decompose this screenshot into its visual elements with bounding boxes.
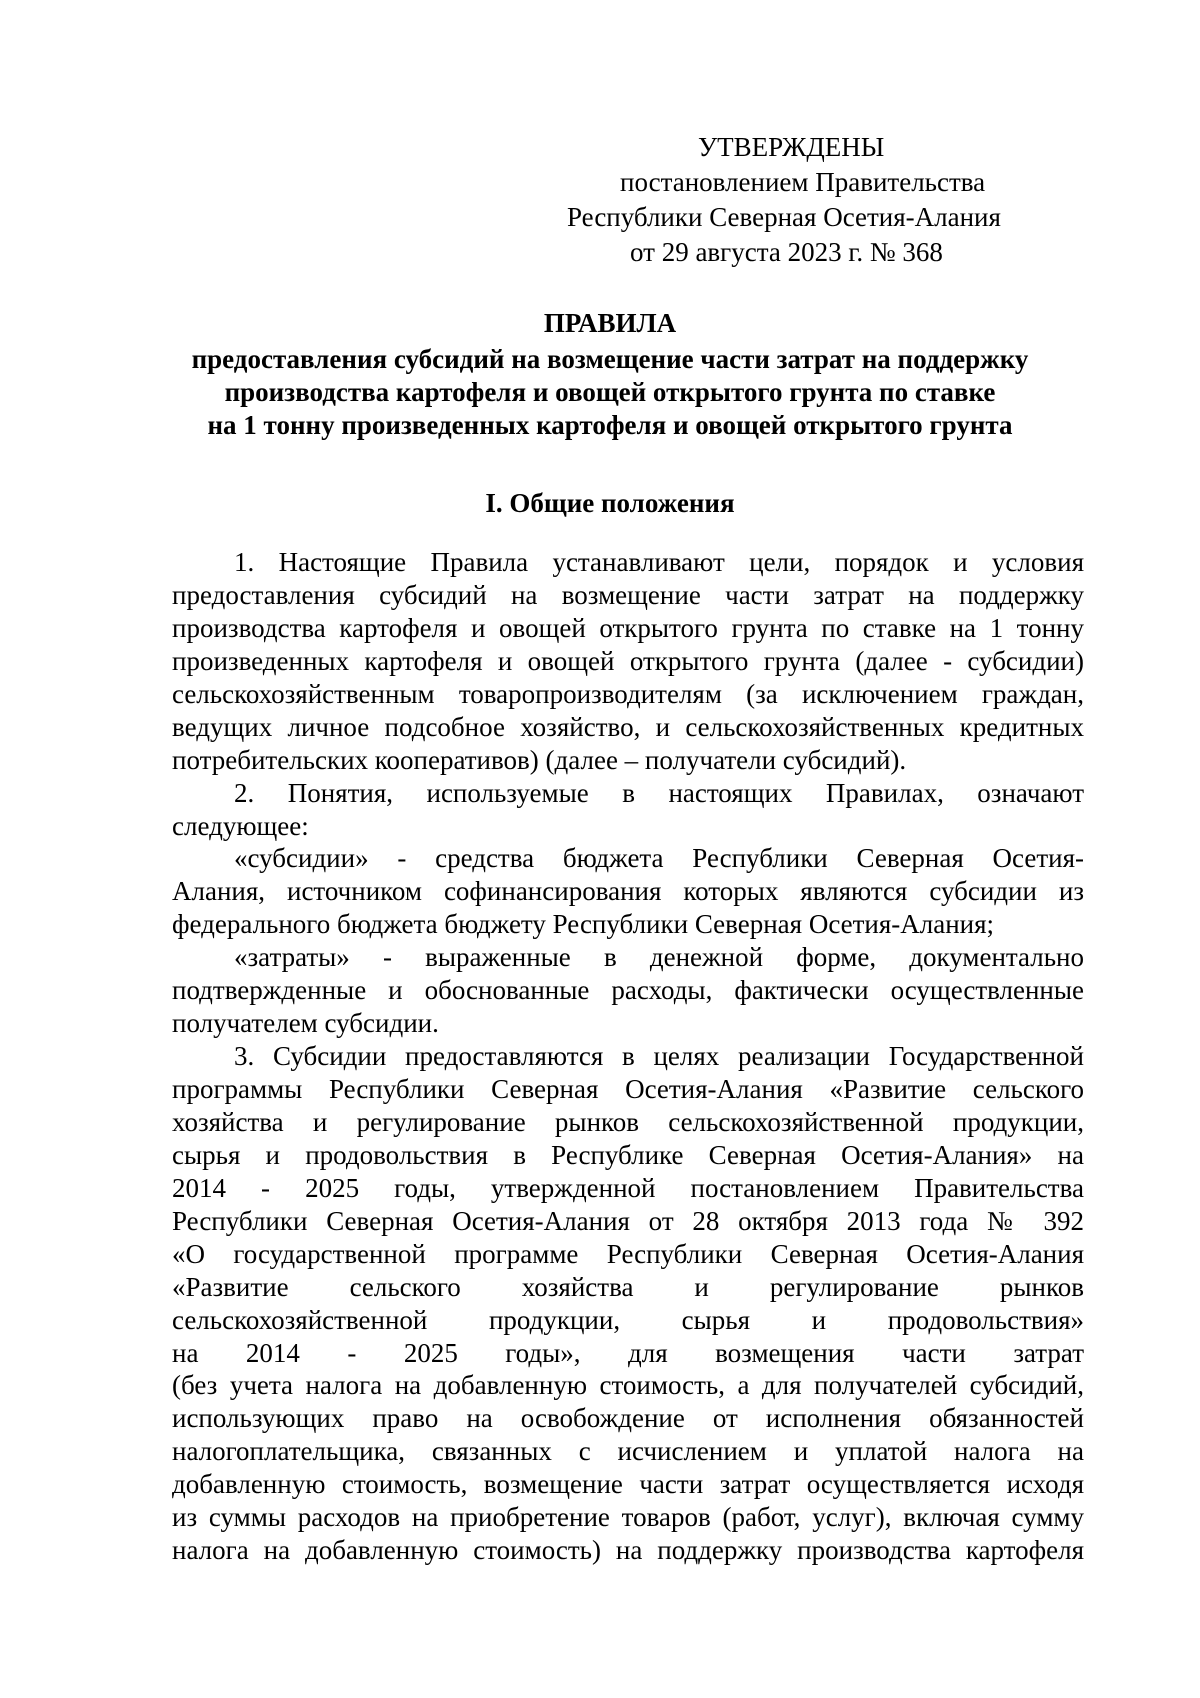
body-line: использующих право на освобождение от исполнения обязанностей — [172, 1403, 1084, 1434]
body-line: добавленную стоимость, возмещение части затрат осуществляется исходя — [172, 1469, 1084, 1500]
approval-stamp — [0, 128, 1200, 288]
body-line: подтвержденные и обоснованные расходы, фактически осуществленные — [172, 975, 1084, 1006]
approval-heading: УТВЕРЖДЕНЫ — [698, 132, 885, 162]
body-line: «затраты» - выраженные в денежной форме, документально — [234, 942, 1084, 973]
body-line: программы Республики Северная Осетия-Алания «Развитие сельского — [172, 1074, 1084, 1104]
body-line: налога на добавленную стоимость) на поддержку производства картофеля — [172, 1535, 1084, 1566]
body-line: производства картофеля и овощей открытого грунта по ставке на 1 тонну — [172, 612, 1084, 643]
body-line: произведенных картофеля и овощей открытого грунта (далее - субсидии) — [172, 645, 1084, 676]
document-title: ПРАВИЛА — [543, 308, 677, 338]
body-line: (без учета налога на добавленную стоимость, а для получателей субсидий, — [172, 1370, 1084, 1401]
document-body — [172, 546, 1084, 1567]
section-heading: I. Общие положения — [485, 488, 735, 518]
body-line: федерального бюджета бюджету Республики Северная Осетия-Алания; — [172, 909, 995, 940]
body-line: «Развитие сельского хозяйства и регулирование рынков — [172, 1271, 1084, 1302]
body-line: 3. Субсидии предоставляются в целях реализации Государственной — [234, 1041, 1084, 1072]
body-line: следующее: — [172, 810, 309, 841]
body-line: Алания, источником софинансирования которых являются субсидии из — [172, 876, 1084, 907]
body-line: предоставления субсидий на возмещение части затрат на поддержку — [172, 579, 1084, 610]
body-line: налогоплательщика, связанных с исчислением и уплатой налога на — [172, 1436, 1084, 1467]
body-line: сельскохозяйственным товаропроизводителям (за исключением граждан, — [172, 678, 1084, 709]
body-line: «О государственной программе Республики Северная Осетия-Алания — [172, 1238, 1084, 1269]
document-subtitle-line-1: предоставления субсидий на возмещение части затрат на поддержку — [191, 344, 1029, 374]
document-subtitle-line-2: производства картофеля и овощей открытого грунта по ставке — [224, 377, 996, 407]
body-line: сельскохозяйственной продукции, сырья и продовольствия» — [172, 1304, 1084, 1335]
body-line: на 2014 - 2025 годы», для возмещения части затрат — [172, 1337, 1084, 1368]
document-title-block — [140, 303, 1080, 442]
document-subtitle-line-3: на 1 тонну произведенных картофеля и овощей открытого грунта — [207, 410, 1013, 440]
body-line: из суммы расходов на приобретение товаров (работ, услуг), включая сумму — [172, 1502, 1084, 1533]
body-line: сырья и продовольствия в Республике Северная Осетия-Алания» на — [172, 1139, 1084, 1170]
body-line: 2. Понятия, используемые в настоящих Правилах, означают — [234, 777, 1084, 808]
approval-date-number: от 29 августа 2023 г. № 368 — [630, 237, 943, 267]
body-line: «субсидии» - средства бюджета Республики Северная Осетия- — [234, 843, 1084, 874]
approval-republic-line: Республики Северная Осетия-Алания — [567, 202, 1001, 232]
body-line: 2014 - 2025 годы, утвержденной постановлением Правительства — [172, 1172, 1084, 1203]
body-line: хозяйства и регулирование рынков сельскохозяйственной продукции, — [172, 1106, 1084, 1137]
body-line: Республики Северная Осетия-Алания от 28 октября 2013 года № 392 — [172, 1205, 1084, 1236]
body-line: получателем субсидии. — [172, 1008, 439, 1039]
approval-decree-line: постановлением Правительства — [620, 167, 986, 197]
body-line: 1. Настоящие Правила устанавливают цели, порядок и условия — [234, 547, 1084, 577]
body-line: ведущих личное подсобное хозяйство, и сельскохозяйственных кредитных — [172, 711, 1084, 742]
body-line: потребительских кооперативов) (далее – получатели субсидий). — [172, 744, 907, 775]
